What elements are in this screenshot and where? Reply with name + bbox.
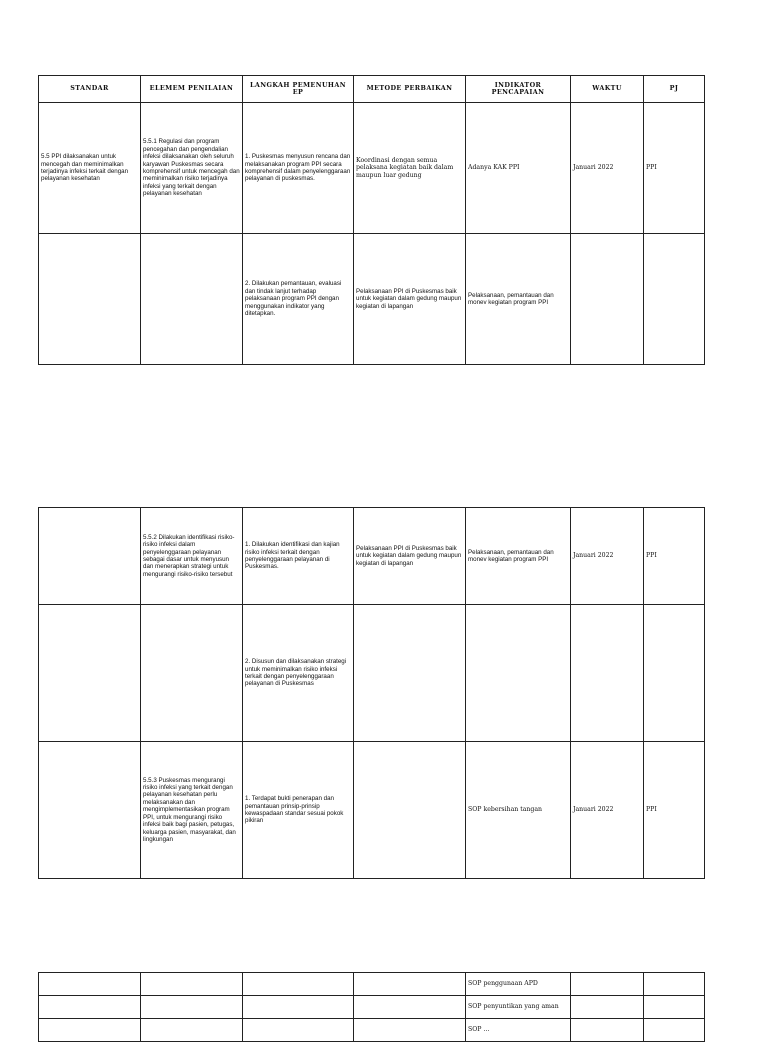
cell-metode <box>354 742 466 879</box>
cell-waktu: Januari 2022 <box>571 508 644 605</box>
cell-langkah: 2. Dilakukan pemantauan, evaluasi dan tindak lanjut terhadap pelaksanaan program PPI dengan menggunakan indikator yang ditetapkan. <box>243 234 354 365</box>
cell-elemen: 5.5.2 Dilakukan identifikasi risiko-risiko infeksi dalam penyelenggaraan pelayanan sebagai dasar untuk menyusun dan menerapkan strategi untuk mengurangi risiko-risiko tersebut <box>141 508 243 605</box>
cell-standar <box>39 234 141 365</box>
cell-langkah: 2. Disusun dan dilaksanakan strategi untuk meminimalkan risiko infeksi terkait dengan penyelenggaraan pelayanan di Puskesmas <box>243 605 354 742</box>
header-elemen: ELEMEM PENILAIAN <box>141 76 243 103</box>
cell-indikator: SOP ... <box>466 1019 571 1042</box>
cell-langkah: 1. Terdapat bukti penerapan dan pemantauan prinsip-prinsip kewaspadaan standar sesuai pokok pikiran <box>243 742 354 879</box>
cell-indikator: Pelaksanaan, pemantauan dan monev kegiatan program PPI <box>466 508 571 605</box>
improvement-table-2 <box>38 507 705 879</box>
table-row <box>39 742 705 879</box>
cell-waktu <box>571 605 644 742</box>
cell-elemen: 5.5.1 Regulasi dan program pencegahan dan pengendalian infeksi dilaksanakan oleh seluruh karyawan Puskesmas secara komprehensif untuk mencegah dan meminimalkan risiko terjadinya infeksi yang terkait dengan pelayanan kesehatan <box>141 103 243 234</box>
header-indikator: INDIKATOR PENCAPAIAN <box>466 76 571 103</box>
cell-standar: 5.5 PPI dilaksanakan untuk mencegah dan meminimalkan terjadinya infeksi terkait dengan pelayanan kesehatan <box>39 103 141 234</box>
cell-metode: Pelaksanaan PPI di Puskesmas baik untuk kegiatan dalam gedung maupun kegiatan di lapangan <box>354 234 466 365</box>
cell-elemen: 5.5.3 Puskesmas mengurangi risiko infeksi yang terkait dengan pelayanan kesehatan perlu melaksanakan dan mengimplementasikan program PPI, untuk mengurangi risiko infeksi baik bagi pasien, petugas, keluarga pasien, masyarakat, dan lingkungan <box>141 742 243 879</box>
header-langkah: LANGKAH PEMENUHAN EP <box>243 76 354 103</box>
cell-metode: Pelaksanaan PPI di Puskesmas baik untuk kegiatan dalam gedung maupun kegiatan di lapangan <box>354 508 466 605</box>
cell-indikator: Pelaksanaan, pemantauan dan monev kegiatan program PPI <box>466 234 571 365</box>
cell-standar <box>39 605 141 742</box>
cell-metode: Koordinasi dengan semua pelaksana kegiatan baik dalam maupun luar gedung <box>354 103 466 234</box>
cell-langkah: 1. Puskesmas menyusun rencana dan melaksanakan program PPI secara komprehensif dalam penyelenggaraan pelayanan di puskesmas. <box>243 103 354 234</box>
cell-pj <box>644 605 705 742</box>
cell-indikator: SOP penggunaan APD <box>466 973 571 996</box>
cell-standar <box>39 508 141 605</box>
table-row <box>39 508 705 605</box>
table-row <box>39 234 705 365</box>
header-pj: PJ <box>644 76 705 103</box>
improvement-table-3 <box>38 972 705 1042</box>
cell-pj <box>644 234 705 365</box>
cell-indikator: SOP penyuntikan yang aman <box>466 996 571 1019</box>
cell-indikator: SOP kebersihan tangan <box>466 742 571 879</box>
table-row <box>39 103 705 234</box>
cell-langkah: 1. Dilakukan identifikasi dan kajian risiko infeksi terkait dengan penyelenggaraan pelayanan di Puskesmas. <box>243 508 354 605</box>
cell-waktu: Januari 2022 <box>571 103 644 234</box>
cell-pj: PPI <box>644 508 705 605</box>
cell-standar <box>39 742 141 879</box>
cell-indikator: Adanya KAK PPI <box>466 103 571 234</box>
header-metode: METODE PERBAIKAN <box>354 76 466 103</box>
table-row <box>39 1019 705 1042</box>
table-row <box>39 605 705 742</box>
cell-elemen <box>141 605 243 742</box>
cell-pj: PPI <box>644 742 705 879</box>
improvement-table-1 <box>38 75 705 365</box>
cell-waktu: Januari 2022 <box>571 742 644 879</box>
cell-indikator <box>466 605 571 742</box>
cell-metode <box>354 605 466 742</box>
table-row <box>39 973 705 996</box>
table-header-row <box>39 76 705 103</box>
cell-waktu <box>571 234 644 365</box>
cell-elemen <box>141 234 243 365</box>
header-standar: STANDAR <box>39 76 141 103</box>
table-row <box>39 996 705 1019</box>
cell-pj: PPI <box>644 103 705 234</box>
header-waktu: WAKTU <box>571 76 644 103</box>
